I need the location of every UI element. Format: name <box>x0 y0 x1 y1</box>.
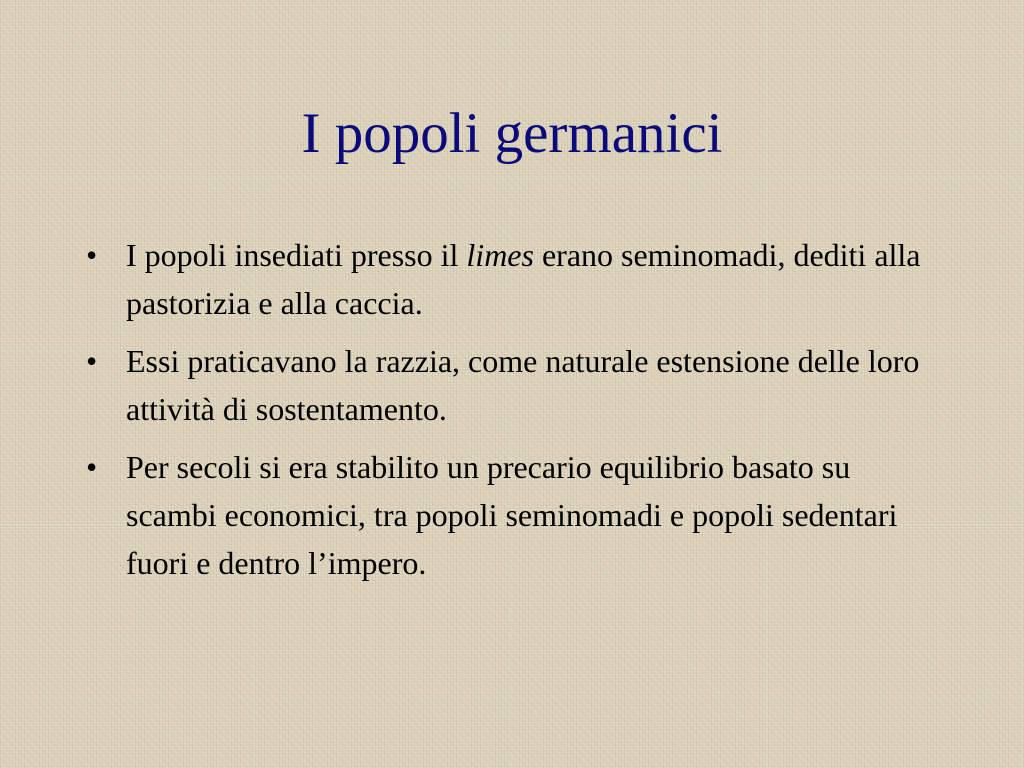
bullet-text <box>126 343 919 427</box>
bullet-icon: • <box>86 343 98 379</box>
bullet-text-part: Essi praticavano la razzia, come naturale estensione delle loro attività di sostentamento. <box>126 343 920 427</box>
bullet-text <box>126 237 921 321</box>
bullet-list <box>86 231 936 597</box>
bullet-icon: • <box>86 449 98 485</box>
slide-title: I popoli germanici <box>301 102 723 165</box>
bullet-item <box>86 337 936 433</box>
bullet-text <box>126 449 897 581</box>
bullet-item <box>86 231 936 327</box>
bullet-item <box>86 443 936 587</box>
bullet-text-part: I popoli insediati presso il <box>126 237 467 273</box>
bullet-text-part: erano seminomadi, dediti alla pastorizia e alla caccia. <box>126 237 921 321</box>
bullet-text-italic: limes <box>466 237 534 273</box>
bullet-text-part: Per secoli si era stabilito un precario equilibrio basato su scambi economici, tra popoli seminomadi e popoli sedentari fuori e dentro l’impero. <box>126 449 898 581</box>
bullet-icon: • <box>86 237 98 273</box>
